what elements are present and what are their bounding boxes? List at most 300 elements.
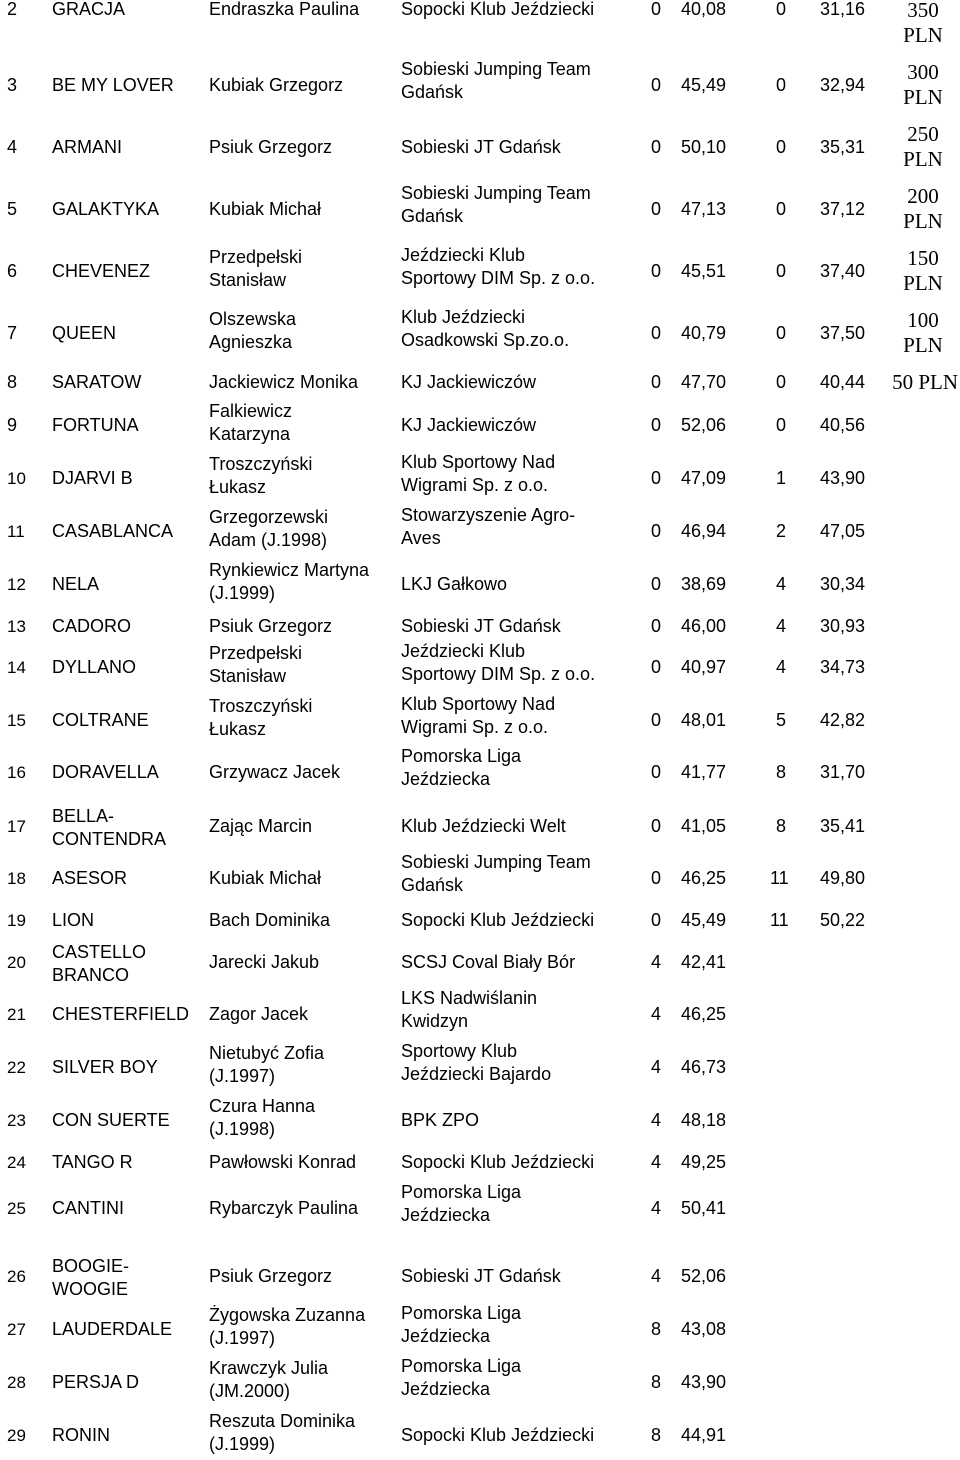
horse-cell-line: BE MY LOVER [52,74,174,95]
club-cell [401,451,555,497]
rider-cell-line: (J.1999) [209,1434,276,1454]
horse-cell-line: LAUDERDALE [52,1318,173,1339]
club-cell-line: KJ Jackiewiczów [401,371,537,392]
club-cell [401,1181,521,1227]
horse-cell [52,709,149,732]
prize-value: 50 [892,370,914,394]
club-cell-line: Sobieski JT Gdańsk [401,1265,561,1286]
club-cell-line: Jeździecki Klub [401,245,526,265]
club-cell-line: Jeździecki Bajardo [401,1064,552,1084]
horse-cell [52,1151,133,1174]
rider-cell [209,761,340,784]
penalty-round1-cell: 0 [651,867,662,888]
rider-cell-line: (J.1997) [209,1066,276,1086]
penalty-round1-cell: 0 [651,573,662,594]
position-cell: 12 [7,574,26,594]
position-cell: 23 [7,1110,26,1130]
horse-cell [52,1318,172,1341]
penalty-round1-cell: 0 [651,198,662,219]
horse-cell-line: CHEVENEZ [52,260,151,281]
horse-cell-line: FORTUNA [52,414,139,435]
time-round2-cell: 35,41 [820,815,866,836]
club-cell [401,306,569,352]
penalty-round2-cell: 0 [776,198,787,219]
penalty-round1-cell: 4 [651,1265,662,1286]
club-cell-line: Wigrami Sp. z o.o. [401,475,549,495]
club-cell [401,815,566,838]
club-cell [401,182,591,228]
club-cell [401,693,555,739]
penalty-round2-cell: 11 [770,909,789,930]
horse-cell [52,0,125,21]
horse-cell-line: GRACJA [52,0,126,19]
club-cell-line: Klub Sportowy Nad [401,694,556,714]
club-cell [401,640,595,686]
horse-cell-line: DYLLANO [52,656,137,677]
penalty-round1-cell: 0 [651,371,662,392]
rider-cell-line: Jackiewicz Monika [209,371,359,392]
position-cell: 19 [7,910,26,930]
rider-cell [209,74,343,97]
horse-cell-line: RONIN [52,1424,110,1445]
horse-cell-line: GALAKTYKA [52,198,160,219]
club-cell [401,851,591,897]
time-round1-cell: 50,10 [681,136,727,157]
time-round1-cell: 52,06 [681,414,727,435]
horse-cell-line: BRANCO [52,965,130,985]
rider-cell-line: Łukasz [209,477,267,497]
penalty-round1-cell: 0 [651,615,662,636]
rider-cell-line: Grzywacz Jacek [209,761,341,782]
horse-cell-line: COLTRANE [52,709,149,730]
rider-cell [209,559,369,605]
rider-cell [209,506,328,552]
prize-value: 250 [907,122,939,146]
penalty-round2-cell: 2 [776,520,787,541]
club-cell [401,244,595,290]
time-round1-cell: 44,91 [681,1424,727,1445]
penalty-round2-cell: 1 [776,467,787,488]
club-cell-line: Klub Jeździecki [401,307,526,327]
horse-cell-line: ASESOR [52,867,128,888]
time-round2-cell: 47,05 [820,520,866,541]
prize-amount [888,184,958,234]
horse-cell [52,198,159,221]
penalty-round1-cell: 0 [651,520,662,541]
club-cell [401,1424,594,1447]
rider-cell-line: Psiuk Grzegorz [209,136,333,157]
rider-cell [209,1357,328,1403]
rider-cell [209,1197,358,1220]
position-cell: 24 [7,1152,26,1172]
horse-cell-line: DORAVELLA [52,761,159,782]
rider-cell-line: Grzegorzewski [209,507,329,527]
prize-amount [888,246,958,296]
position-cell: 25 [7,1198,26,1218]
rider-cell-line: Przedpełski [209,643,303,663]
club-cell-line: Stowarzyszenie Agro- [401,505,576,525]
time-round1-cell: 45,51 [681,260,727,281]
horse-cell-line: SILVER BOY [52,1056,158,1077]
penalty-round1-cell: 0 [651,761,662,782]
club-cell [401,615,561,638]
club-cell-line: LKS Nadwiślanin [401,988,538,1008]
horse-cell-line: SARATOW [52,371,142,392]
horse-cell [52,761,159,784]
rider-cell-line: Reszuta Dominika [209,1411,356,1431]
club-cell-line: Sopocki Klub Jeździecki [401,1424,595,1445]
time-round1-cell: 49,25 [681,1151,727,1172]
rider-cell [209,951,319,974]
time-round1-cell: 46,94 [681,520,727,541]
prize-currency: PLN [903,209,943,233]
position-cell: 16 [7,762,26,782]
time-round1-cell: 46,00 [681,615,727,636]
club-cell-line: Gdańsk [401,82,464,102]
rider-cell [209,615,332,638]
rider-cell [209,909,330,932]
prize-amount [888,308,958,358]
time-round1-cell: 45,49 [681,74,727,95]
club-cell-line: Klub Jeździecki Welt [401,815,566,836]
time-round1-cell: 42,41 [681,951,727,972]
rider-cell-line: Nietubyć Zofia [209,1043,325,1063]
time-round1-cell: 43,08 [681,1318,727,1339]
rider-cell-line: Żygowska Zuzanna [209,1305,366,1325]
horse-cell [52,467,133,490]
rider-cell-line: Łukasz [209,719,267,739]
prize-value: 350 [907,0,939,22]
penalty-round2-cell: 0 [776,322,787,343]
club-cell-line: Klub Sportowy Nad [401,452,556,472]
position-cell: 18 [7,868,26,888]
position-cell: 29 [7,1425,26,1445]
time-round2-cell: 32,94 [820,74,866,95]
penalty-round1-cell: 0 [651,815,662,836]
time-round1-cell: 40,79 [681,322,727,343]
penalty-round2-cell: 0 [776,371,787,392]
horse-cell [52,941,146,987]
rider-cell [209,1003,308,1026]
prize-value: 100 [907,308,939,332]
rider-cell-line: Falkiewicz [209,401,293,421]
time-round2-cell: 30,93 [820,615,866,636]
penalty-round1-cell: 0 [651,909,662,930]
rider-cell [209,1042,324,1088]
position-cell: 28 [7,1372,26,1392]
club-cell [401,1302,521,1348]
club-cell-line: Pomorska Liga [401,1356,522,1376]
prize-amount [888,122,958,172]
position-cell: 13 [7,616,26,636]
penalty-round1-cell: 0 [651,136,662,157]
club-cell-line: Sportowy DIM Sp. z o.o. [401,268,596,288]
prize-amount [888,0,958,48]
horse-cell-line: CASABLANCA [52,520,174,541]
club-cell-line: SCSJ Coval Biały Bór [401,951,576,972]
prize-currency: PLN [918,370,958,394]
prize-value: 200 [907,184,939,208]
penalty-round1-cell: 4 [651,1003,662,1024]
club-cell [401,1265,561,1288]
penalty-round1-cell: 4 [651,1109,662,1130]
rider-cell-line: Czura Hanna [209,1096,316,1116]
rider-cell-line: Kubiak Michał [209,198,322,219]
penalty-round1-cell: 0 [651,414,662,435]
penalty-round1-cell: 0 [651,656,662,677]
horse-cell [52,615,131,638]
horse-cell [52,260,150,283]
horse-cell [52,656,136,679]
position-cell: 11 [7,521,25,541]
position-cell: 15 [7,710,26,730]
horse-cell [52,1197,124,1220]
horse-cell [52,1109,170,1132]
rider-cell-line: Endraszka Paulina [209,0,360,19]
horse-cell-line: BELLA- [52,806,115,826]
prize-currency: PLN [903,147,943,171]
penalty-round1-cell: 8 [651,1318,662,1339]
horse-cell-line: PERSJA D [52,1371,140,1392]
horse-cell-line: CON SUERTE [52,1109,170,1130]
club-cell-line: Pomorska Liga [401,1303,522,1323]
time-round2-cell: 30,34 [820,573,866,594]
rider-cell [209,400,292,446]
prize-value: 300 [907,60,939,84]
club-cell-line: Gdańsk [401,875,464,895]
rider-cell [209,1151,356,1174]
prize-value: 150 [907,246,939,270]
time-round2-cell: 37,40 [820,260,866,281]
rider-cell-line: Psiuk Grzegorz [209,1265,333,1286]
rider-cell [209,867,321,890]
time-round2-cell: 49,80 [820,867,866,888]
club-cell-line: Sopocki Klub Jeździecki [401,0,595,19]
penalty-round2-cell: 5 [776,709,787,730]
prize-amount [892,370,958,395]
rider-cell-line: Katarzyna [209,424,291,444]
rider-cell-line: Olszewska [209,309,297,329]
horse-cell [52,1424,110,1447]
horse-cell-line: LION [52,909,95,930]
position-cell: 6 [7,260,18,281]
penalty-round2-cell: 0 [776,260,787,281]
club-cell-line: Sopocki Klub Jeździecki [401,1151,595,1172]
penalty-round1-cell: 4 [651,951,662,972]
position-cell: 9 [7,414,18,435]
club-cell-line: Sobieski JT Gdańsk [401,615,561,636]
horse-cell [52,1255,129,1301]
penalty-round2-cell: 0 [776,74,787,95]
club-cell-line: Wigrami Sp. z o.o. [401,717,549,737]
horse-cell [52,805,166,851]
time-round2-cell: 37,50 [820,322,866,343]
penalty-round1-cell: 8 [651,1424,662,1445]
time-round2-cell: 50,22 [820,909,866,930]
horse-cell-line: CASTELLO [52,942,147,962]
rider-cell [209,695,312,741]
horse-cell [52,573,99,596]
horse-cell [52,1371,139,1394]
club-cell-line: Jeździecka [401,769,491,789]
club-cell-line: Jeździecka [401,1326,491,1346]
horse-cell [52,74,174,97]
penalty-round1-cell: 8 [651,1371,662,1392]
rider-cell-line: Troszczyński [209,696,313,716]
time-round1-cell: 41,77 [681,761,727,782]
club-cell-line: Sportowy DIM Sp. z o.o. [401,664,596,684]
rider-cell-line: Rynkiewicz Martyna [209,560,370,580]
penalty-round1-cell: 0 [651,467,662,488]
club-cell-line: Gdańsk [401,206,464,226]
club-cell [401,1151,594,1174]
time-round1-cell: 38,69 [681,573,727,594]
rider-cell-line: Adam (J.1998) [209,530,328,550]
rider-cell [209,1410,355,1456]
rider-cell [209,453,312,499]
horse-cell-line: TANGO R [52,1151,133,1172]
position-cell: 22 [7,1057,26,1077]
club-cell-line: Sobieski Jumping Team [401,183,591,203]
rider-cell-line: Psiuk Grzegorz [209,615,333,636]
rider-cell [209,308,296,354]
club-cell [401,414,536,437]
rider-cell-line: Stanisław [209,666,287,686]
club-cell-line: Jeździecki Klub [401,641,526,661]
rider-cell-line: Pawłowski Konrad [209,1151,357,1172]
rider-cell [209,136,332,159]
penalty-round1-cell: 0 [651,74,662,95]
club-cell [401,136,561,159]
penalty-round2-cell: 4 [776,615,787,636]
club-cell-line: Kwidzyn [401,1011,469,1031]
penalty-round2-cell: 0 [776,414,787,435]
time-round2-cell: 42,82 [820,709,866,730]
rider-cell-line: Stanisław [209,270,287,290]
club-cell-line: Sobieski Jumping Team [401,59,591,79]
time-round2-cell: 43,90 [820,467,866,488]
position-cell: 17 [7,816,26,836]
rider-cell [209,1304,365,1350]
penalty-round2-cell: 4 [776,573,787,594]
penalty-round2-cell: 11 [770,867,789,888]
penalty-round1-cell: 4 [651,1197,662,1218]
horse-cell-line: DJARVI B [52,467,133,488]
penalty-round1-cell: 0 [651,0,662,19]
penalty-round1-cell: 4 [651,1151,662,1172]
horse-cell [52,414,139,437]
club-cell-line: Sobieski JT Gdańsk [401,136,561,157]
horse-cell-line: WOOGIE [52,1279,128,1299]
time-round2-cell: 34,73 [820,656,866,677]
prize-currency: PLN [903,23,943,47]
time-round1-cell: 46,25 [681,867,727,888]
penalty-round1-cell: 0 [651,709,662,730]
time-round1-cell: 52,06 [681,1265,727,1286]
club-cell [401,504,575,550]
position-cell: 7 [7,322,18,343]
time-round1-cell: 41,05 [681,815,727,836]
time-round1-cell: 45,49 [681,909,727,930]
position-cell: 4 [7,136,18,157]
penalty-round1-cell: 0 [651,260,662,281]
rider-cell-line: (J.1997) [209,1328,276,1348]
club-cell [401,745,521,791]
horse-cell [52,136,122,159]
time-round1-cell: 47,70 [681,371,727,392]
horse-cell-line: QUEEN [52,322,117,343]
rider-cell [209,0,359,21]
club-cell [401,1040,551,1086]
position-cell: 21 [7,1004,26,1024]
rider-cell [209,1265,332,1288]
horse-cell-line: CADORO [52,615,132,636]
club-cell-line: Jeździecka [401,1379,491,1399]
rider-cell-line: Kubiak Grzegorz [209,74,344,95]
penalty-round2-cell: 0 [776,136,787,157]
club-cell [401,951,575,974]
horse-cell [52,1056,158,1079]
club-cell-line: BPK ZPO [401,1109,480,1130]
rider-cell-line: Krawczyk Julia [209,1358,329,1378]
rider-cell-line: Przedpełski [209,247,303,267]
club-cell-line: Osadkowski Sp.zo.o. [401,330,570,350]
rider-cell [209,815,312,838]
horse-cell [52,520,173,543]
time-round1-cell: 47,13 [681,198,727,219]
club-cell [401,371,536,394]
rider-cell-line: Zagor Jacek [209,1003,309,1024]
rider-cell-line: (J.1998) [209,1119,276,1139]
time-round1-cell: 50,41 [681,1197,727,1218]
time-round1-cell: 46,73 [681,1056,727,1077]
prize-currency: PLN [903,85,943,109]
penalty-round2-cell: 8 [776,815,787,836]
position-cell: 3 [7,74,18,95]
penalty-round1-cell: 0 [651,322,662,343]
penalty-round2-cell: 8 [776,761,787,782]
club-cell [401,0,594,21]
time-round2-cell: 31,16 [820,0,866,19]
club-cell-line: KJ Jackiewiczów [401,414,537,435]
club-cell-line: Sopocki Klub Jeździecki [401,909,595,930]
rider-cell [209,642,302,688]
position-cell: 14 [7,657,26,677]
horse-cell [52,1003,189,1026]
horse-cell-line: CONTENDRA [52,829,167,849]
time-round1-cell: 47,09 [681,467,727,488]
time-round1-cell: 48,01 [681,709,727,730]
horse-cell-line: ARMANI [52,136,123,157]
time-round1-cell: 40,97 [681,656,727,677]
club-cell-line: Pomorska Liga [401,746,522,766]
position-cell: 27 [7,1319,26,1339]
horse-cell-line: CHESTERFIELD [52,1003,190,1024]
rider-cell [209,1095,315,1141]
position-cell: 20 [7,952,26,972]
horse-cell-line: CANTINI [52,1197,124,1218]
time-round2-cell: 31,70 [820,761,866,782]
time-round1-cell: 48,18 [681,1109,727,1130]
rider-cell [209,198,321,221]
rider-cell-line: Bach Dominika [209,909,331,930]
horse-cell [52,867,127,890]
club-cell-line: Sportowy Klub [401,1041,518,1061]
position-cell: 10 [7,468,26,488]
prize-currency: PLN [903,333,943,357]
rider-cell-line: Kubiak Michał [209,867,322,888]
prize-amount [888,60,958,110]
